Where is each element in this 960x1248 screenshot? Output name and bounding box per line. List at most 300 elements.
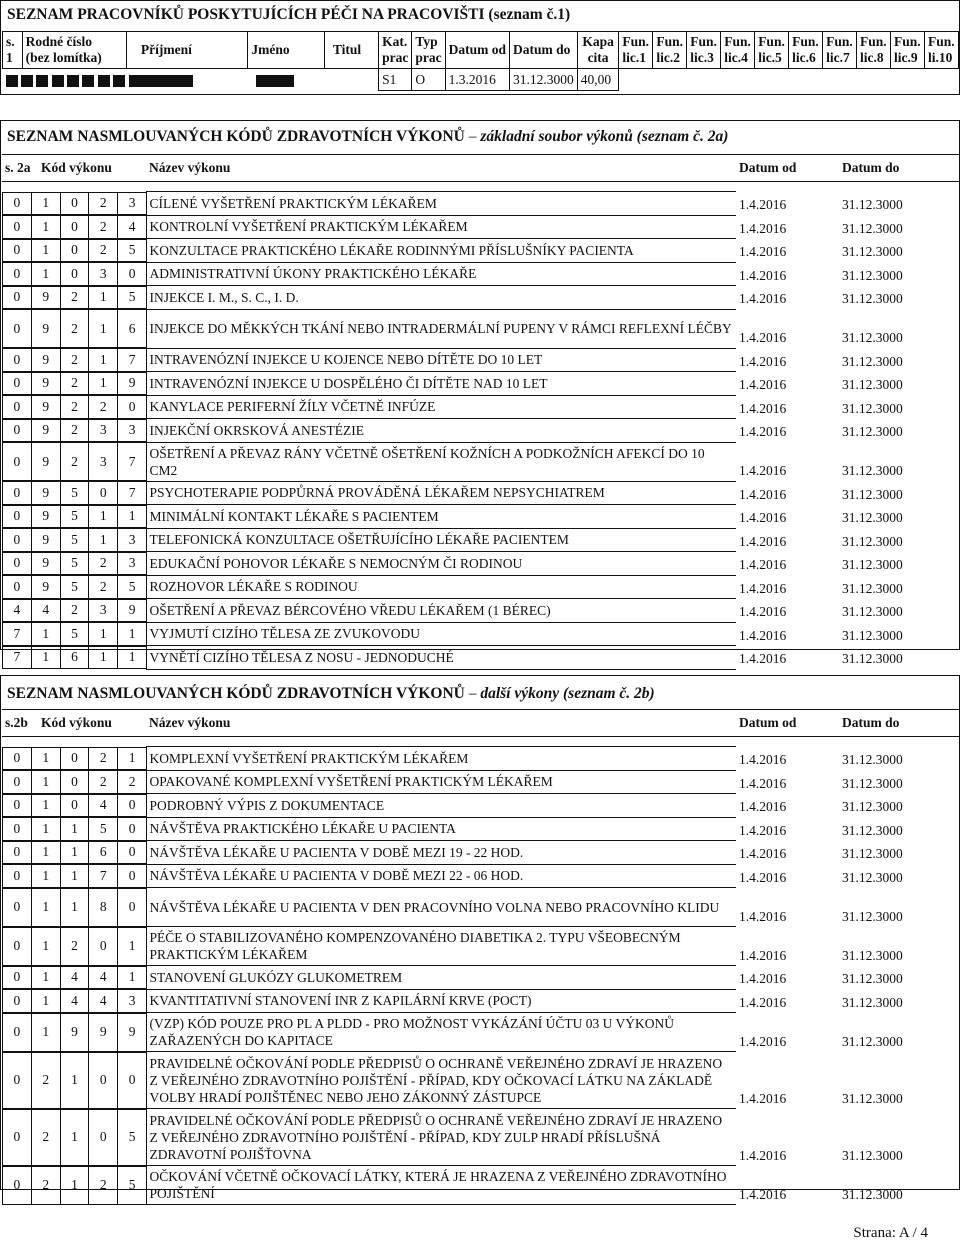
code-digit: 0 — [3, 443, 32, 481]
code-digit: 0 — [89, 927, 118, 965]
table-row — [2, 646, 959, 670]
code-digit: 1 — [89, 310, 118, 348]
date-from: 1.4.2016 — [739, 267, 787, 283]
col-kapacita: Kapa cita — [577, 32, 619, 69]
code-digit: 5 — [60, 505, 89, 528]
col-typ: Typ prac — [412, 32, 445, 69]
code-digit: 1 — [31, 646, 60, 669]
table-row — [2, 599, 959, 623]
code-cell — [2, 794, 146, 818]
date-from: 1.4.2016 — [739, 869, 787, 885]
code-cell — [2, 309, 146, 348]
code-digit: 5 — [60, 623, 89, 646]
code-digit: 0 — [3, 818, 32, 841]
code-digit: 6 — [118, 310, 147, 348]
code-digit: 9 — [31, 372, 60, 395]
code-digit: 7 — [118, 443, 147, 481]
code-digit: 0 — [3, 794, 32, 817]
table-row — [2, 286, 959, 310]
table-row — [2, 622, 959, 646]
date-to: 31.12.3000 — [842, 971, 903, 987]
table-row — [2, 528, 959, 552]
code-digit: 2 — [89, 396, 118, 419]
date-from: 1.4.2016 — [739, 1033, 787, 1049]
procedure-name: CÍLENÉ VYŠETŘENÍ PRAKTICKÝM LÉKAŘEM — [146, 192, 736, 216]
code-digit: 5 — [89, 818, 118, 841]
procedure-name: INTRAVENÓZNÍ INJEKCE U KOJENCE NEBO DÍTĚTE DO 10 LET — [146, 348, 736, 372]
basic-procedures-rows — [2, 192, 959, 670]
procedure-name: KONTROLNÍ VYŠETŘENÍ PRAKTICKÝM LÉKAŘEM — [146, 215, 736, 239]
basic-procedures-section — [0, 120, 960, 667]
date-from: 1.4.2016 — [739, 947, 787, 963]
col-prijmeni: Příjmení — [126, 32, 248, 69]
table-row — [2, 372, 959, 396]
col-fun-lic: Fun. li.10 — [924, 32, 958, 69]
code-digit: 0 — [60, 771, 89, 794]
code-digit: 0 — [3, 482, 32, 505]
code-cell — [2, 1166, 146, 1205]
code-digit: 3 — [118, 552, 147, 575]
code-digit: 2 — [60, 443, 89, 481]
col-datum-od: Datum od — [445, 32, 509, 69]
code-digit: 0 — [89, 1052, 118, 1108]
date-from: 1.4.2016 — [739, 463, 787, 479]
code-digit: 2 — [89, 192, 118, 215]
table-row — [2, 348, 959, 372]
date-to: 31.12.3000 — [842, 244, 903, 260]
code-digit: 0 — [118, 818, 147, 841]
table-row — [2, 770, 959, 794]
table-row — [2, 442, 959, 481]
code-digit: 0 — [89, 1109, 118, 1165]
code-digit: 2 — [60, 310, 89, 348]
code-digit: 2 — [60, 286, 89, 309]
date-to: 31.12.3000 — [842, 1033, 903, 1049]
code-digit: 1 — [89, 349, 118, 372]
code-digit: 5 — [118, 1166, 147, 1204]
redacted-jmeno — [248, 69, 325, 91]
code-digit: 9 — [118, 372, 147, 395]
date-from: 1.4.2016 — [739, 220, 787, 236]
col-kod-vykonu: Kód výkonu — [38, 155, 146, 182]
col-s: s. 1 — [3, 32, 23, 69]
code-digit: 0 — [3, 1166, 32, 1204]
table-row — [2, 309, 959, 348]
date-to: 31.12.3000 — [842, 557, 903, 573]
code-digit: 1 — [60, 1109, 89, 1165]
code-digit: 4 — [89, 966, 118, 989]
redacted-block — [36, 75, 48, 87]
col-fun-lic: Fun. lic.9 — [891, 32, 925, 69]
kapacita-cell: 40,00 — [577, 69, 619, 91]
code-digit: 9 — [118, 599, 147, 622]
code-cell — [2, 481, 146, 505]
code-digit: 4 — [3, 599, 32, 622]
col-fun-lic: Fun. lic.2 — [653, 32, 687, 69]
procedure-name: (VZP) KÓD POUZE PRO PL A PLDD - PRO MOŽNOST VYKÁZÁNÍ ÚČTU 03 U VÝKONŮ ZAŘAZENÝCH DO KAPITACE — [146, 1013, 736, 1052]
code-cell — [2, 505, 146, 529]
table-row — [2, 747, 959, 771]
table-row — [2, 192, 959, 216]
code-digit: 1 — [60, 888, 89, 926]
procedure-name: KOMPLEXNÍ VYŠETŘENÍ PRAKTICKÝM LÉKAŘEM — [146, 747, 736, 771]
date-from: 1.4.2016 — [739, 1186, 787, 1202]
code-digit: 9 — [31, 310, 60, 348]
code-digit: 7 — [118, 482, 147, 505]
code-cell — [2, 528, 146, 552]
page-number: Strana: A / 4 — [853, 1225, 928, 1241]
date-from: 1.4.2016 — [739, 330, 787, 346]
code-digit: 1 — [31, 841, 60, 864]
code-digit: 1 — [89, 646, 118, 669]
date-to: 31.12.3000 — [842, 994, 903, 1010]
code-digit: 1 — [60, 865, 89, 888]
code-digit: 7 — [3, 623, 32, 646]
code-cell — [2, 817, 146, 841]
code-digit: 2 — [89, 239, 118, 262]
procedure-name: PRAVIDELNÉ OČKOVÁNÍ PODLE PŘEDPISŮ O OCHRANĚ VEŘEJNÉHO ZDRAVÍ JE HRAZENO Z VEŘEJNÉHO ZDRAVOTNÍHO POJIŠTĚNÍ - PŘÍPAD, KDY OČKOVACÍ LÁTKU NA ZÁKLADĚ VOLBY HRADÍ POJIŠTĚNEC NEBO JEHO ZÁKONNÝ ZÁSTUPCE — [146, 1052, 736, 1109]
date-to: 31.12.3000 — [842, 220, 903, 236]
code-digit: 0 — [118, 1052, 147, 1108]
date-to: 31.12.3000 — [842, 1186, 903, 1202]
redacted-block — [113, 75, 125, 87]
code-cell — [2, 646, 146, 670]
code-digit: 0 — [3, 927, 32, 965]
procedure-name: KVANTITATIVNÍ STANOVENÍ INR Z KAPILÁRNÍ KRVE (POCT) — [146, 989, 736, 1013]
kat-cell: S1 — [379, 69, 412, 91]
procedure-name: PRAVIDELNÉ OČKOVÁNÍ PODLE PŘEDPISŮ O OCHRANĚ VEŘEJNÉHO ZDRAVÍ JE HRAZENO Z VEŘEJNÉHO ZDRAVOTNÍHO POJIŠTĚNÍ - PŘÍPAD, KDY ZULP HRADÍ PŘÍSLUŠNÁ ZDRAVOTNÍ POJIŠŤOVNA — [146, 1109, 736, 1166]
col-nazev-vykonu: Název výkonu — [146, 155, 736, 182]
code-digit: 9 — [31, 529, 60, 552]
date-from: 1.4.2016 — [739, 400, 787, 416]
code-digit: 0 — [60, 192, 89, 215]
date-from: 1.4.2016 — [739, 353, 787, 369]
code-digit: 2 — [31, 1109, 60, 1165]
date-from: 1.4.2016 — [739, 197, 787, 213]
date-from: 1.4.2016 — [739, 1090, 787, 1106]
date-from: 1.4.2016 — [739, 775, 787, 791]
procedure-name: VYJMUTÍ CIZÍHO TĚLESA ZE ZVUKOVODU — [146, 622, 736, 646]
code-cell — [2, 215, 146, 239]
code-digit: 5 — [60, 552, 89, 575]
date-from: 1.4.2016 — [739, 908, 787, 924]
table-row — [2, 841, 959, 865]
code-digit: 0 — [118, 263, 147, 286]
date-from: 1.4.2016 — [739, 580, 787, 596]
date-to: 31.12.3000 — [842, 353, 903, 369]
code-digit: 0 — [3, 419, 32, 442]
col-datum-od: Datum od — [736, 155, 839, 182]
code-digit: 1 — [31, 216, 60, 239]
procedure-name: NÁVŠTĚVA LÉKAŘE U PACIENTA V DEN PRACOVNÍHO VOLNA NEBO PRACOVNÍHO KLIDU — [146, 888, 736, 927]
redacted-block — [67, 75, 79, 87]
code-digit: 2 — [60, 396, 89, 419]
code-digit: 0 — [118, 841, 147, 864]
code-digit: 0 — [3, 396, 32, 419]
code-digit: 3 — [89, 443, 118, 481]
code-digit: 1 — [31, 818, 60, 841]
code-cell — [2, 552, 146, 576]
col-rodne-cislo: Rodné číslo (bez lomítka) — [22, 32, 126, 69]
code-digit: 7 — [89, 865, 118, 888]
code-digit: 7 — [3, 646, 32, 669]
code-digit: 9 — [31, 576, 60, 599]
date-to: 31.12.3000 — [842, 1147, 903, 1163]
code-digit: 0 — [3, 349, 32, 372]
code-digit: 2 — [89, 747, 118, 770]
employees-table — [2, 31, 959, 91]
code-digit: 1 — [118, 927, 147, 965]
col-kod-vykonu: Kód výkonu — [38, 710, 146, 737]
table-row — [2, 1166, 959, 1205]
col-fun-lic: Fun. lic.4 — [721, 32, 755, 69]
redacted-block — [256, 75, 294, 87]
code-digit: 2 — [60, 599, 89, 622]
table-row — [2, 989, 959, 1013]
code-cell — [2, 262, 146, 286]
code-digit: 0 — [118, 794, 147, 817]
code-cell — [2, 599, 146, 623]
code-digit: 5 — [118, 1109, 147, 1165]
code-digit: 0 — [60, 794, 89, 817]
code-digit: 0 — [3, 966, 32, 989]
code-digit: 1 — [31, 865, 60, 888]
code-digit: 8 — [89, 888, 118, 926]
datum-do-cell: 31.12.3000 — [510, 69, 578, 91]
procedure-name: INJEKČNÍ OKRSKOVÁ ANESTÉZIE — [146, 419, 736, 443]
table-row — [2, 966, 959, 990]
table-row — [2, 575, 959, 599]
date-to: 31.12.3000 — [842, 197, 903, 213]
date-to: 31.12.3000 — [842, 463, 903, 479]
table-row — [2, 1052, 959, 1109]
code-cell — [2, 864, 146, 888]
code-cell — [2, 989, 146, 1013]
code-cell — [2, 622, 146, 646]
code-cell — [2, 419, 146, 443]
code-digit: 7 — [118, 349, 147, 372]
code-digit: 1 — [118, 505, 147, 528]
code-digit: 0 — [3, 747, 32, 770]
code-digit: 3 — [118, 990, 147, 1013]
code-digit: 0 — [3, 263, 32, 286]
table-row — [2, 395, 959, 419]
procedure-name: ADMINISTRATIVNÍ ÚKONY PRAKTICKÉHO LÉKAŘE — [146, 262, 736, 286]
col-titul: Titul — [324, 32, 378, 69]
date-from: 1.4.2016 — [739, 377, 787, 393]
code-digit: 1 — [31, 888, 60, 926]
code-digit: 2 — [89, 576, 118, 599]
code-digit: 5 — [60, 482, 89, 505]
col-fun-lic: Fun. lic.5 — [755, 32, 789, 69]
date-to: 31.12.3000 — [842, 510, 903, 526]
date-from: 1.4.2016 — [739, 994, 787, 1010]
code-cell — [2, 927, 146, 966]
table-row — [2, 794, 959, 818]
code-digit: 1 — [118, 623, 147, 646]
col-fun-lic: Fun. lic.7 — [823, 32, 857, 69]
code-digit: 1 — [118, 646, 147, 669]
typ-cell: O — [412, 69, 445, 91]
code-digit: 1 — [31, 794, 60, 817]
date-to: 31.12.3000 — [842, 752, 903, 768]
table-header-row — [2, 710, 959, 737]
col-datum-do: Datum do — [510, 32, 578, 69]
date-from: 1.4.2016 — [739, 533, 787, 549]
code-digit: 6 — [89, 841, 118, 864]
code-digit: 0 — [3, 841, 32, 864]
procedure-name: STANOVENÍ GLUKÓZY GLUKOMETREM — [146, 966, 736, 990]
date-to: 31.12.3000 — [842, 533, 903, 549]
procedure-name: OČKOVÁNÍ VČETNĚ OČKOVACÍ LÁTKY, KTERÁ JE HRAZENA Z VEŘEJNÉHO ZDRAVOTNÍHO POJIŠTĚNÍ — [146, 1166, 736, 1205]
date-from: 1.4.2016 — [739, 604, 787, 620]
employees-header-row — [3, 32, 959, 69]
redacted-block — [6, 75, 18, 87]
code-digit: 5 — [60, 529, 89, 552]
code-digit: 9 — [89, 1013, 118, 1051]
table-row — [2, 1109, 959, 1166]
redacted-block — [21, 75, 33, 87]
date-from: 1.4.2016 — [739, 651, 787, 667]
table-row — [2, 262, 959, 286]
procedure-name: PSYCHOTERAPIE PODPŮRNÁ PROVÁDĚNÁ LÉKAŘEM NEPSYCHIATREM — [146, 481, 736, 505]
employee-row — [3, 69, 959, 91]
code-digit: 0 — [3, 1013, 32, 1051]
code-digit: 1 — [89, 623, 118, 646]
table-row — [2, 888, 959, 927]
code-digit: 9 — [60, 1013, 89, 1051]
code-digit: 4 — [118, 216, 147, 239]
code-digit: 0 — [3, 1109, 32, 1165]
col-fun-lic: Fun. lic.8 — [857, 32, 891, 69]
other-procedures-rows — [2, 747, 959, 1205]
fun-lic-values — [619, 69, 959, 91]
code-digit: 0 — [3, 576, 32, 599]
code-digit: 1 — [89, 505, 118, 528]
code-digit: 2 — [60, 927, 89, 965]
procedure-name: ROZHOVOR LÉKAŘE S RODINOU — [146, 575, 736, 599]
code-digit: 0 — [3, 552, 32, 575]
col-fun-lic: Fun. lic.1 — [619, 32, 653, 69]
procedure-name: MINIMÁLNÍ KONTAKT LÉKAŘE S PACIENTEM — [146, 505, 736, 529]
date-from: 1.4.2016 — [739, 291, 787, 307]
date-from: 1.4.2016 — [739, 424, 787, 440]
code-digit: 0 — [60, 216, 89, 239]
date-from: 1.4.2016 — [739, 799, 787, 815]
code-digit: 1 — [60, 1166, 89, 1204]
code-cell — [2, 286, 146, 310]
procedure-name: INJEKCE DO MĚKKÝCH TKÁNÍ NEBO INTRADERMÁLNÍ PUPENY V RÁMCI REFLEXNÍ LÉČBY — [146, 309, 736, 348]
code-digit: 0 — [60, 747, 89, 770]
table-row — [2, 215, 959, 239]
code-digit: 3 — [118, 192, 147, 215]
code-digit: 2 — [118, 771, 147, 794]
procedure-name: KONZULTACE PRAKTICKÉHO LÉKAŘE RODINNÝMI PŘÍSLUŠNÍKY PACIENTA — [146, 239, 736, 263]
col-jmeno: Jméno — [248, 32, 325, 69]
procedure-name: OŠETŘENÍ A PŘEVAZ BÉRCOVÉHO VŘEDU LÉKAŘEM (1 BÉREC) — [146, 599, 736, 623]
code-digit: 0 — [118, 888, 147, 926]
code-digit: 1 — [118, 747, 147, 770]
code-digit: 5 — [60, 576, 89, 599]
code-digit: 0 — [3, 310, 32, 348]
code-digit: 1 — [60, 818, 89, 841]
code-digit: 0 — [118, 865, 147, 888]
date-to: 31.12.3000 — [842, 377, 903, 393]
date-to: 31.12.3000 — [842, 267, 903, 283]
date-from: 1.4.2016 — [739, 627, 787, 643]
code-cell — [2, 1052, 146, 1109]
date-to: 31.12.3000 — [842, 775, 903, 791]
code-cell — [2, 442, 146, 481]
code-digit: 1 — [31, 990, 60, 1013]
table-row — [2, 552, 959, 576]
code-digit: 0 — [118, 396, 147, 419]
code-cell — [2, 747, 146, 771]
code-digit: 1 — [60, 841, 89, 864]
table-row — [2, 505, 959, 529]
code-cell — [2, 888, 146, 927]
date-from: 1.4.2016 — [739, 557, 787, 573]
procedure-name: PÉČE O STABILIZOVANÉHO KOMPENZOVANÉHO DIABETIKA 2. TYPU VŠEOBECNÝM PRAKTICKÝM LÉKAŘEM — [146, 927, 736, 966]
code-digit: 5 — [118, 286, 147, 309]
date-to: 31.12.3000 — [842, 486, 903, 502]
code-digit: 0 — [3, 286, 32, 309]
code-digit: 1 — [31, 927, 60, 965]
code-digit: 3 — [118, 529, 147, 552]
code-digit: 3 — [89, 263, 118, 286]
date-to: 31.12.3000 — [842, 330, 903, 346]
code-digit: 2 — [89, 1166, 118, 1204]
code-cell — [2, 395, 146, 419]
code-digit: 2 — [89, 216, 118, 239]
redacted-block — [82, 75, 94, 87]
section-2a-title: SEZNAM NASMLOUVANÝCH KÓDŮ ZDRAVOTNÍCH VÝKONŮ – základní soubor výkonů (seznam č. 2a) — [7, 128, 729, 145]
code-digit: 0 — [89, 482, 118, 505]
redacted-block — [98, 75, 110, 87]
code-digit: 0 — [3, 888, 32, 926]
code-digit: 0 — [3, 505, 32, 528]
code-digit: 1 — [31, 192, 60, 215]
code-digit: 4 — [60, 966, 89, 989]
code-digit: 0 — [3, 372, 32, 395]
code-digit: 0 — [60, 239, 89, 262]
code-digit: 0 — [3, 239, 32, 262]
procedure-name: INTRAVENÓZNÍ INJEKCE U DOSPĚLÉHO ČI DÍTĚTE NAD 10 LET — [146, 372, 736, 396]
date-from: 1.4.2016 — [739, 752, 787, 768]
employees-section — [0, 0, 960, 95]
code-digit: 2 — [89, 552, 118, 575]
code-digit: 0 — [3, 1052, 32, 1108]
code-digit: 1 — [60, 1052, 89, 1108]
col-s2a: s. 2a — [2, 155, 38, 182]
col-datum-do: Datum do — [839, 155, 959, 182]
col-datum-od: Datum od — [736, 710, 839, 737]
code-digit: 0 — [60, 263, 89, 286]
procedure-name: NÁVŠTĚVA LÉKAŘE U PACIENTA V DOBĚ MEZI 19 - 22 HOD. — [146, 841, 736, 865]
procedure-name: TELEFONICKÁ KONZULTACE OŠETŘUJÍCÍHO LÉKAŘE PACIENTEM — [146, 528, 736, 552]
code-cell — [2, 841, 146, 865]
date-from: 1.4.2016 — [739, 510, 787, 526]
col-fun-lic: Fun. lic.6 — [789, 32, 823, 69]
procedure-name: PODROBNÝ VÝPIS Z DOKUMENTACE — [146, 794, 736, 818]
code-digit: 9 — [31, 552, 60, 575]
code-cell — [2, 575, 146, 599]
code-digit: 1 — [89, 286, 118, 309]
table-row — [2, 239, 959, 263]
code-digit: 1 — [31, 623, 60, 646]
code-digit: 0 — [3, 990, 32, 1013]
code-digit: 0 — [3, 771, 32, 794]
